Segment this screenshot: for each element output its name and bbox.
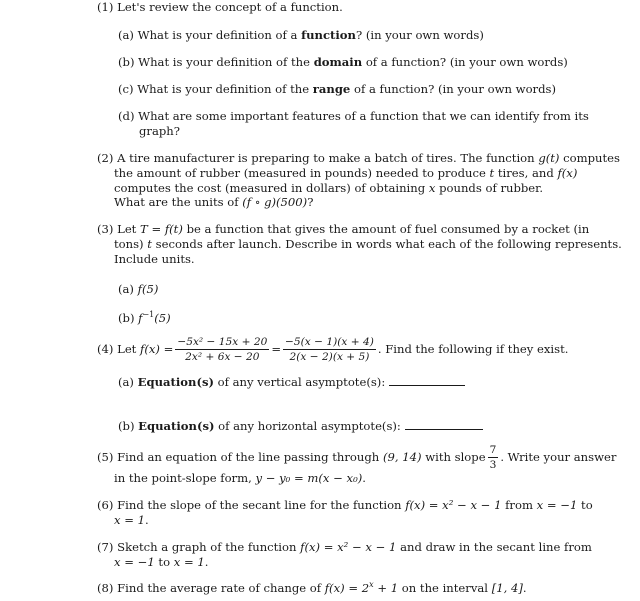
q1b: (b) What is your definition of the domain of a function? (in your own words) [118,55,568,69]
q1d: (d) What are some important features of a function that we can identify from its [118,109,589,123]
q2-line1: (2) A tire manufacturer is preparing to make a batch of tires. The function g(t) computes [97,151,620,165]
q2-number: (2) [97,151,114,165]
q3a-label: (a) [118,282,134,296]
q3a: (a) f(5) [118,282,159,296]
q3-line3: Include units. [114,252,195,266]
q1c-label: (c) [118,82,134,96]
q4a-label: (a) [118,375,134,389]
q6-line1: (6) Find the slope of the secant line for the function f(x) = x² − x − 1 from x = −1 to [97,498,593,512]
q4-line1: (4) Let f(x) = $\frac{\text{−5x² − 15x + 20}}{\text{2x² + 6x − 20}}$ = $\frac{-5(x - 1)(x + 4)}{2(x - 2)(x + 5)}$ . Find the following if they exist. [97,336,569,363]
vertical-asymptote-answer-blank[interactable] [389,374,465,386]
q3b-label: (b) [118,311,135,325]
q4b-label: (b) [118,419,135,433]
q4-fraction-expanded: $\frac{\text{−5x² − 15x + 20}}{\text{2x² + 6x − 20}}$ [177,336,268,363]
q1a: (a) What is your definition of a function? (in your own words) [118,28,484,42]
q6-number: (6) [97,498,114,512]
q2-line2: the amount of rubber (measured in pounds) needed to produce t tires, and f(x) [114,166,578,180]
q5-slope-fraction: $\frac{7}{3}$ [489,444,497,471]
q8-line1: (8) Find the average rate of change of $f(x) = 2^x + 1$ on the interval [1, 4]. [97,580,527,595]
q2-line3: computes the cost (measured in dollars) of obtaining x pounds of rubber. [114,181,544,195]
q1-text: Let's review the concept of a function. [117,0,343,14]
q7-line1: (7) Sketch a graph of the function f(x) = x² − x − 1 and draw in the secant line from [97,540,592,554]
q4-fraction-factored: $\frac{-5(x - 1)(x + 4)}{2(x - 2)(x + 5)}$ [285,336,374,363]
q1b-label: (b) [118,55,135,69]
q3b: (b) $f^{-1}(5)$ [118,310,171,325]
q2-line4: What are the units of (f ∘ g)(500)? [114,195,314,209]
q1a-label: (a) [118,28,134,42]
q1d-label: (d) [118,109,135,123]
q4a: (a) Equation(s) of any vertical asymptote(s): [118,374,465,390]
q4b: (b) Equation(s) of any horizontal asymptote(s): [118,418,483,434]
q4-number: (4) [97,342,114,356]
q5-line1: (5) Find an equation of the line passing through (9, 14) with slope $\frac{7}{3}$ . Write your answer [97,444,617,471]
q5-line2: in the point-slope form, y − y₀ = m(x − x₀). [114,471,366,485]
q5-number: (5) [97,450,114,464]
q1-number: (1) [97,0,114,14]
q3-line1: (3) Let T = f(t) be a function that gives the amount of fuel consumed by a rocket (in [97,222,590,236]
q3-line2: tons) t seconds after launch. Describe in words what each of the following represents. [114,237,622,251]
q1c: (c) What is your definition of the range of a function? (in your own words) [118,82,556,96]
q1d-line2: graph? [139,124,180,138]
q7-line2: x = −1 to x = 1. [114,555,209,569]
q7-number: (7) [97,540,114,554]
horizontal-asymptote-answer-blank[interactable] [405,418,483,430]
q8-number: (8) [97,581,114,595]
q3-number: (3) [97,222,114,236]
q1-intro [97,0,343,15]
q6-line2: x = 1. [114,513,149,527]
